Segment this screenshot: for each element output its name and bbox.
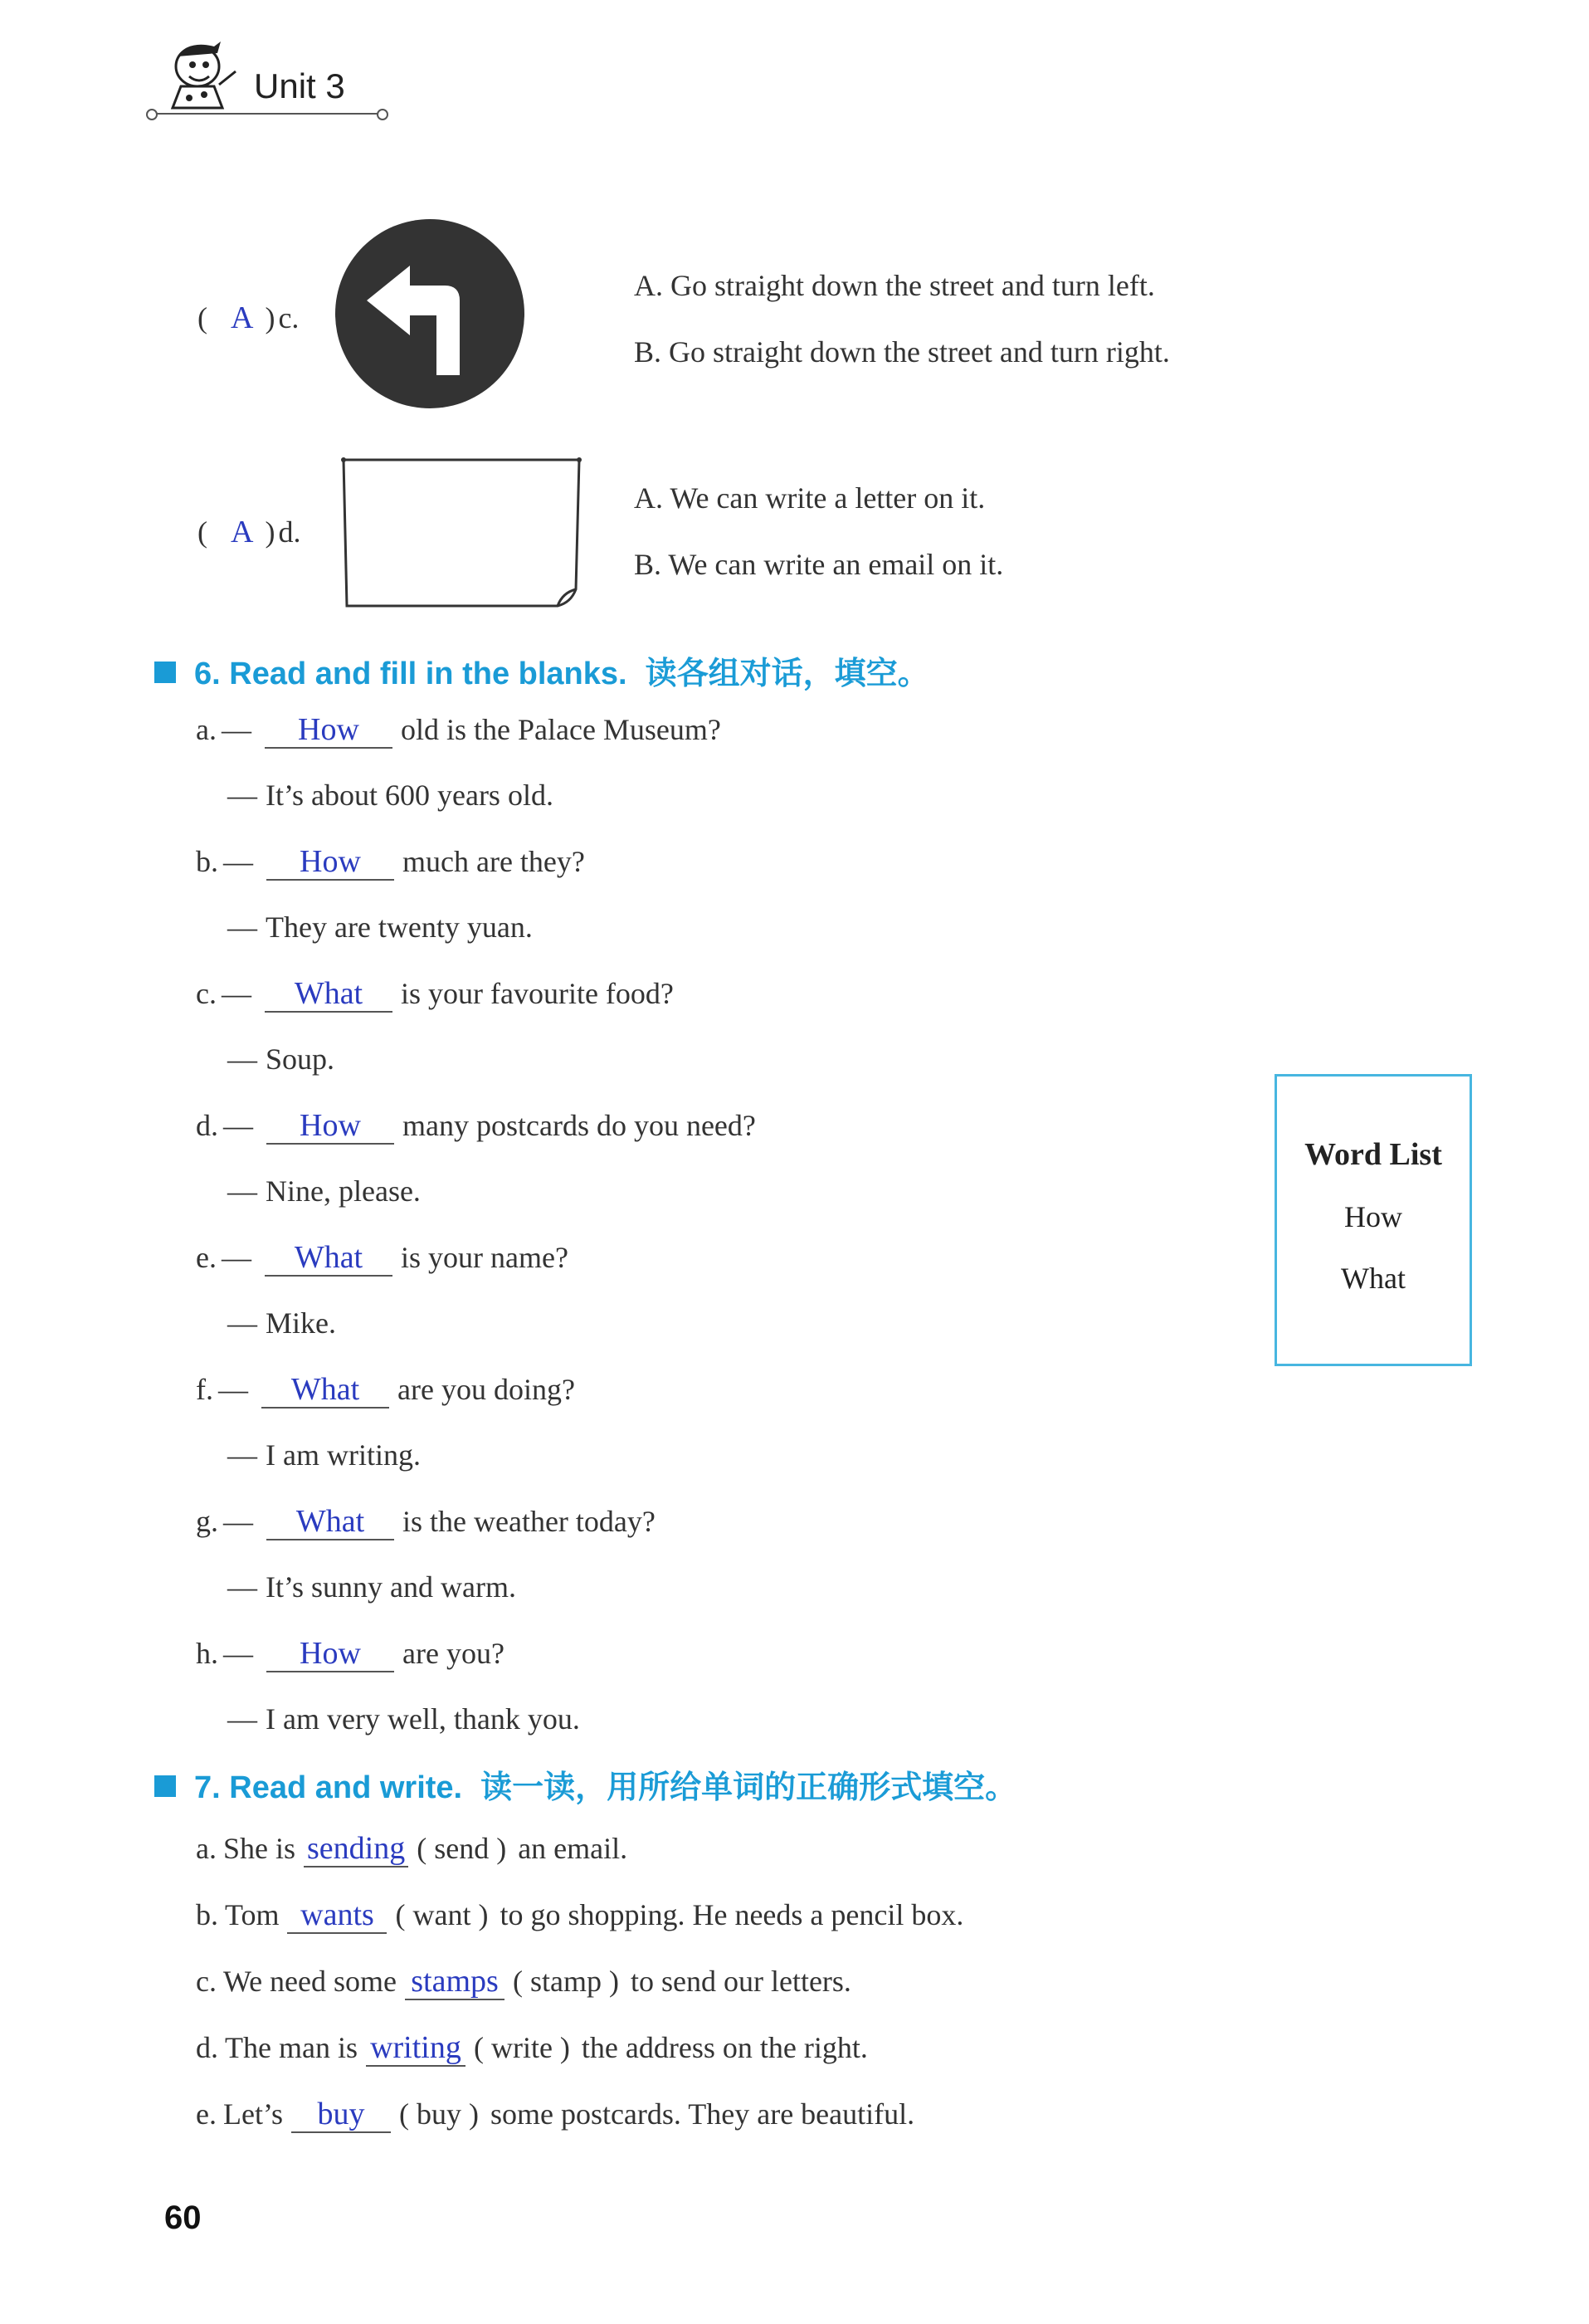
q6-reply-text: I am writing. bbox=[266, 1438, 421, 1472]
dash: — bbox=[227, 779, 257, 812]
q7-item-label: a. bbox=[196, 1832, 217, 1865]
q6-question-text: is the weather today? bbox=[402, 1505, 656, 1538]
q7-row bbox=[196, 2098, 914, 2133]
mascot-icon bbox=[156, 32, 247, 115]
q7-item-label: b. bbox=[196, 1898, 218, 1931]
q6-question-row bbox=[196, 978, 674, 1013]
q6-question-row bbox=[196, 714, 721, 749]
q7-row bbox=[196, 2032, 868, 2067]
q7-answer-blank: wants bbox=[287, 1899, 387, 1934]
q6-answer-blank: How bbox=[266, 1638, 394, 1672]
q6-question-row bbox=[196, 1638, 504, 1672]
q6-reply-row bbox=[227, 1044, 334, 1074]
q5d-answer-line: ( A )d. bbox=[197, 515, 301, 549]
q6-answer-blank: How bbox=[266, 846, 394, 881]
dash: — bbox=[227, 911, 257, 944]
q6-question-row bbox=[196, 1110, 756, 1145]
q6-reply-row bbox=[227, 1572, 516, 1602]
q6-item-label: h. bbox=[196, 1637, 218, 1670]
q5c-label: c. bbox=[278, 301, 300, 334]
q7-row bbox=[196, 1899, 963, 1934]
q7-hint: ( stamp ) bbox=[513, 1965, 619, 1998]
q7-item-label: e. bbox=[196, 2097, 217, 2131]
q6-reply-row bbox=[227, 912, 533, 942]
q6-answer-blank: How bbox=[265, 714, 392, 749]
q7-answer-blank: buy bbox=[291, 2098, 391, 2133]
q6-question-text: much are they? bbox=[402, 845, 585, 878]
q6-question-row bbox=[196, 1242, 568, 1277]
q6-number: 6. bbox=[194, 657, 221, 691]
q5d-answer: A bbox=[231, 515, 254, 549]
q6-reply-row bbox=[227, 1440, 421, 1470]
q7-answer-blank: writing bbox=[366, 2032, 465, 2067]
q5c-answer-line: ( A )c. bbox=[197, 300, 300, 335]
q6-reply-text: They are twenty yuan. bbox=[266, 911, 533, 944]
q5c-option-b: B. Go straight down the street and turn right. bbox=[634, 335, 1170, 369]
q6-answer-blank: How bbox=[266, 1110, 394, 1145]
dash: — bbox=[227, 1702, 257, 1736]
q6-answer-blank: What bbox=[266, 1506, 394, 1540]
section-marker-icon bbox=[154, 1775, 176, 1797]
q6-question-text: are you doing? bbox=[397, 1373, 575, 1406]
q6-answer-blank: What bbox=[265, 978, 392, 1013]
section-marker-icon bbox=[154, 662, 176, 683]
paper-sheet-icon bbox=[339, 456, 584, 609]
q7-heading bbox=[154, 1761, 1016, 1807]
q6-reply-row bbox=[227, 780, 553, 810]
dash: — bbox=[223, 1109, 253, 1142]
q7-hint: ( write ) bbox=[473, 2031, 570, 2064]
word-list-word: How bbox=[1344, 1200, 1402, 1233]
q6-reply-text: Nine, please. bbox=[266, 1174, 421, 1208]
q7-after: to go shopping. He needs a pencil box. bbox=[500, 1898, 964, 1931]
q6-reply-text: It’s sunny and warm. bbox=[266, 1570, 516, 1604]
q7-number: 7. bbox=[194, 1770, 221, 1805]
word-list-title: Word List bbox=[1304, 1137, 1442, 1172]
q6-answer-blank: What bbox=[265, 1242, 392, 1277]
header-rule-dot-right bbox=[377, 109, 388, 120]
q7-after: the address on the right. bbox=[581, 2031, 868, 2064]
q6-item-label: c. bbox=[196, 977, 217, 1010]
dash: — bbox=[223, 1505, 253, 1538]
q5d-option-b: B. We can write an email on it. bbox=[634, 548, 1004, 581]
q6-item-label: d. bbox=[196, 1109, 218, 1142]
q7-title-cn: 读一读，用所给单词的正确形式填空。 bbox=[480, 1768, 1017, 1805]
q6-item-label: b. bbox=[196, 845, 218, 878]
q7-after: to send our letters. bbox=[630, 1965, 851, 1998]
q7-before: Tom bbox=[225, 1898, 280, 1931]
q6-question-text: are you? bbox=[402, 1637, 504, 1670]
q7-hint: ( buy ) bbox=[398, 2097, 479, 2131]
q6-question-text: old is the Palace Museum? bbox=[400, 713, 721, 746]
q7-before: She is bbox=[222, 1832, 295, 1865]
header-rule-dot-left bbox=[146, 109, 158, 120]
q6-question-text: is your name? bbox=[400, 1241, 568, 1274]
q6-reply-row bbox=[227, 1704, 580, 1734]
q7-row bbox=[196, 1965, 851, 2000]
turn-left-sign-icon bbox=[334, 217, 526, 410]
q6-reply-row bbox=[227, 1308, 336, 1338]
q6-answer-blank: What bbox=[261, 1374, 389, 1409]
dash: — bbox=[227, 1174, 257, 1208]
q6-question-row bbox=[196, 1506, 656, 1540]
q7-item-label: c. bbox=[196, 1965, 217, 1998]
word-list-box bbox=[1275, 1074, 1472, 1366]
dash: — bbox=[227, 1306, 257, 1340]
dash: — bbox=[218, 1373, 248, 1406]
q6-item-label: g. bbox=[196, 1505, 218, 1538]
q7-answer-blank: stamps bbox=[405, 1965, 504, 2000]
q7-hint: ( want ) bbox=[395, 1898, 489, 1931]
q6-item-label: f. bbox=[196, 1373, 213, 1406]
q6-item-label: a. bbox=[196, 713, 217, 746]
dash: — bbox=[223, 1637, 253, 1670]
q7-before: We need some bbox=[222, 1965, 397, 1998]
dash: — bbox=[221, 713, 251, 746]
dash: — bbox=[221, 1241, 251, 1274]
q6-question-row bbox=[196, 846, 585, 881]
dash: — bbox=[223, 845, 253, 878]
dash: — bbox=[221, 977, 251, 1010]
q6-item-label: e. bbox=[196, 1241, 217, 1274]
q6-question-row bbox=[196, 1374, 575, 1409]
q7-after: an email. bbox=[518, 1832, 628, 1865]
q7-row bbox=[196, 1833, 627, 1868]
dash: — bbox=[227, 1438, 257, 1472]
q6-reply-text: I am very well, thank you. bbox=[266, 1702, 580, 1736]
q5d-option-a: A. We can write a letter on it. bbox=[634, 481, 986, 515]
q7-before: The man is bbox=[225, 2031, 358, 2064]
q5c-option-a: A. Go straight down the street and turn left. bbox=[634, 269, 1155, 302]
q6-title-cn: 读各组对话，填空。 bbox=[645, 654, 929, 691]
q6-reply-text: Mike. bbox=[266, 1306, 336, 1340]
dash: — bbox=[227, 1042, 257, 1076]
q6-heading bbox=[154, 647, 929, 693]
header-rule bbox=[151, 113, 380, 115]
q7-hint: ( send ) bbox=[417, 1832, 507, 1865]
q6-title: Read and fill in the blanks. bbox=[229, 657, 627, 691]
q6-reply-text: Soup. bbox=[266, 1042, 335, 1076]
q6-question-text: is your favourite food? bbox=[400, 977, 674, 1010]
word-list-word: What bbox=[1341, 1262, 1406, 1295]
q5c-answer: A bbox=[231, 300, 254, 335]
q5d-label: d. bbox=[278, 515, 301, 549]
q7-item-label: d. bbox=[196, 2031, 218, 2064]
q6-reply-text: It’s about 600 years old. bbox=[266, 779, 553, 812]
q7-after: some postcards. They are beautiful. bbox=[490, 2097, 915, 2131]
unit-title: Unit 3 bbox=[254, 66, 345, 105]
q6-question-text: many postcards do you need? bbox=[402, 1109, 756, 1142]
q6-reply-row bbox=[227, 1176, 421, 1206]
q7-title: Read and write. bbox=[229, 1770, 463, 1805]
dash: — bbox=[227, 1570, 257, 1604]
page-number: 60 bbox=[164, 2200, 202, 2236]
q7-before: Let’s bbox=[222, 2097, 283, 2131]
q7-answer-blank: sending bbox=[304, 1833, 408, 1868]
